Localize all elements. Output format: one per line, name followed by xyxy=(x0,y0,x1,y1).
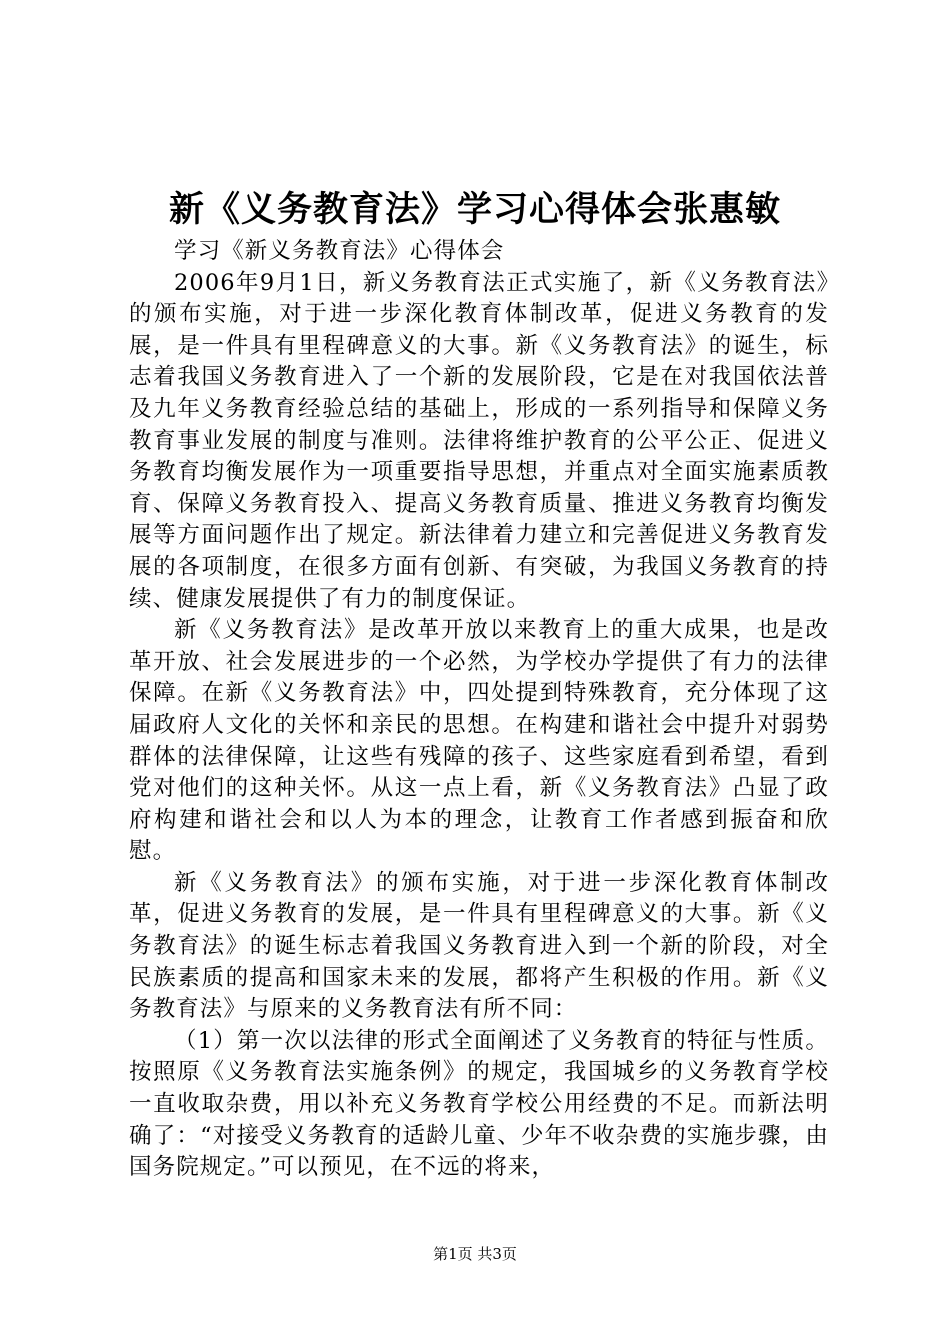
paragraph-subtitle: 学习《新义务教育法》心得体会 xyxy=(174,238,505,264)
paragraph-3: 新《义务教育法》的颁布实施，对于进一步深化教育体制改革，促进义务教育的发展，是一件具有里程碑意义的大事。新《义务教育法》的诞生标志着我国义务教育进入到一个新的阶段，对全民族素质的提高和国家未来的发展，都将产生积极的作用。新《义务教育法》与原来的义务教育法有所不同： xyxy=(129,869,829,1023)
paragraph-2: 新《义务教育法》是改革开放以来教育上的重大成果，也是改革开放、社会发展进步的一个必然，为学校办学提供了有力的法律保障。在新《义务教育法》中，四处提到特殊教育，充分体现了这届政府人文化的关怀和亲民的思想。在构建和谐社会中提升对弱势群体的法律保障，让这些有残障的孩子、这些家庭看到希望，看到党对他们的这种关怀。从这一点上看，新《义务教育法》凸显了政府构建和谐社会和以人为本的理念，让教育工作者感到振奋和欣慰。 xyxy=(129,617,829,865)
document-body xyxy=(129,236,829,1184)
document-title: 新《义务教育法》学习心得体会张惠敏 xyxy=(168,189,781,230)
paragraph-4: （1）第一次以法律的形式全面阐述了义务教育的特征与性质。按照原《义务教育法实施条例》的规定，我国城乡的义务教育学校一直收取杂费，用以补充义务教育学校公用经费的不足。而新法明确了：“对接受义务教育的适龄儿童、少年不收杂费的实施步骤，由国务院规定。”可以预见，在不远的将来， xyxy=(129,1027,829,1181)
paragraph-1: 2006年9月1日，新义务教育法正式实施了，新《义务教育法》的颁布实施，对于进一步深化教育体制改革，促进义务教育的发展，是一件具有里程碑意义的大事。新《义务教育法》的诞生，标志着我国义务教育进入了一个新的发展阶段，它是在对我国依法普及九年义务教育经验总结的基础上，形成的一系列指导和保障义务教育事业发展的制度与准则。法律将维护教育的公平公正、促进义务教育均衡发展作为一项重要指导思想，并重点对全面实施素质教育、保障义务教育投入、提高义务教育质量、推进义务教育均衡发展等方面问题作出了规定。新法律着力建立和完善促进义务教育发展的各项制度，在很多方面有创新、有突破，为我国义务教育的持续、健康发展提供了有力的制度保证。 xyxy=(129,269,829,612)
page-footer: 第1页 共3页 xyxy=(433,1245,517,1263)
